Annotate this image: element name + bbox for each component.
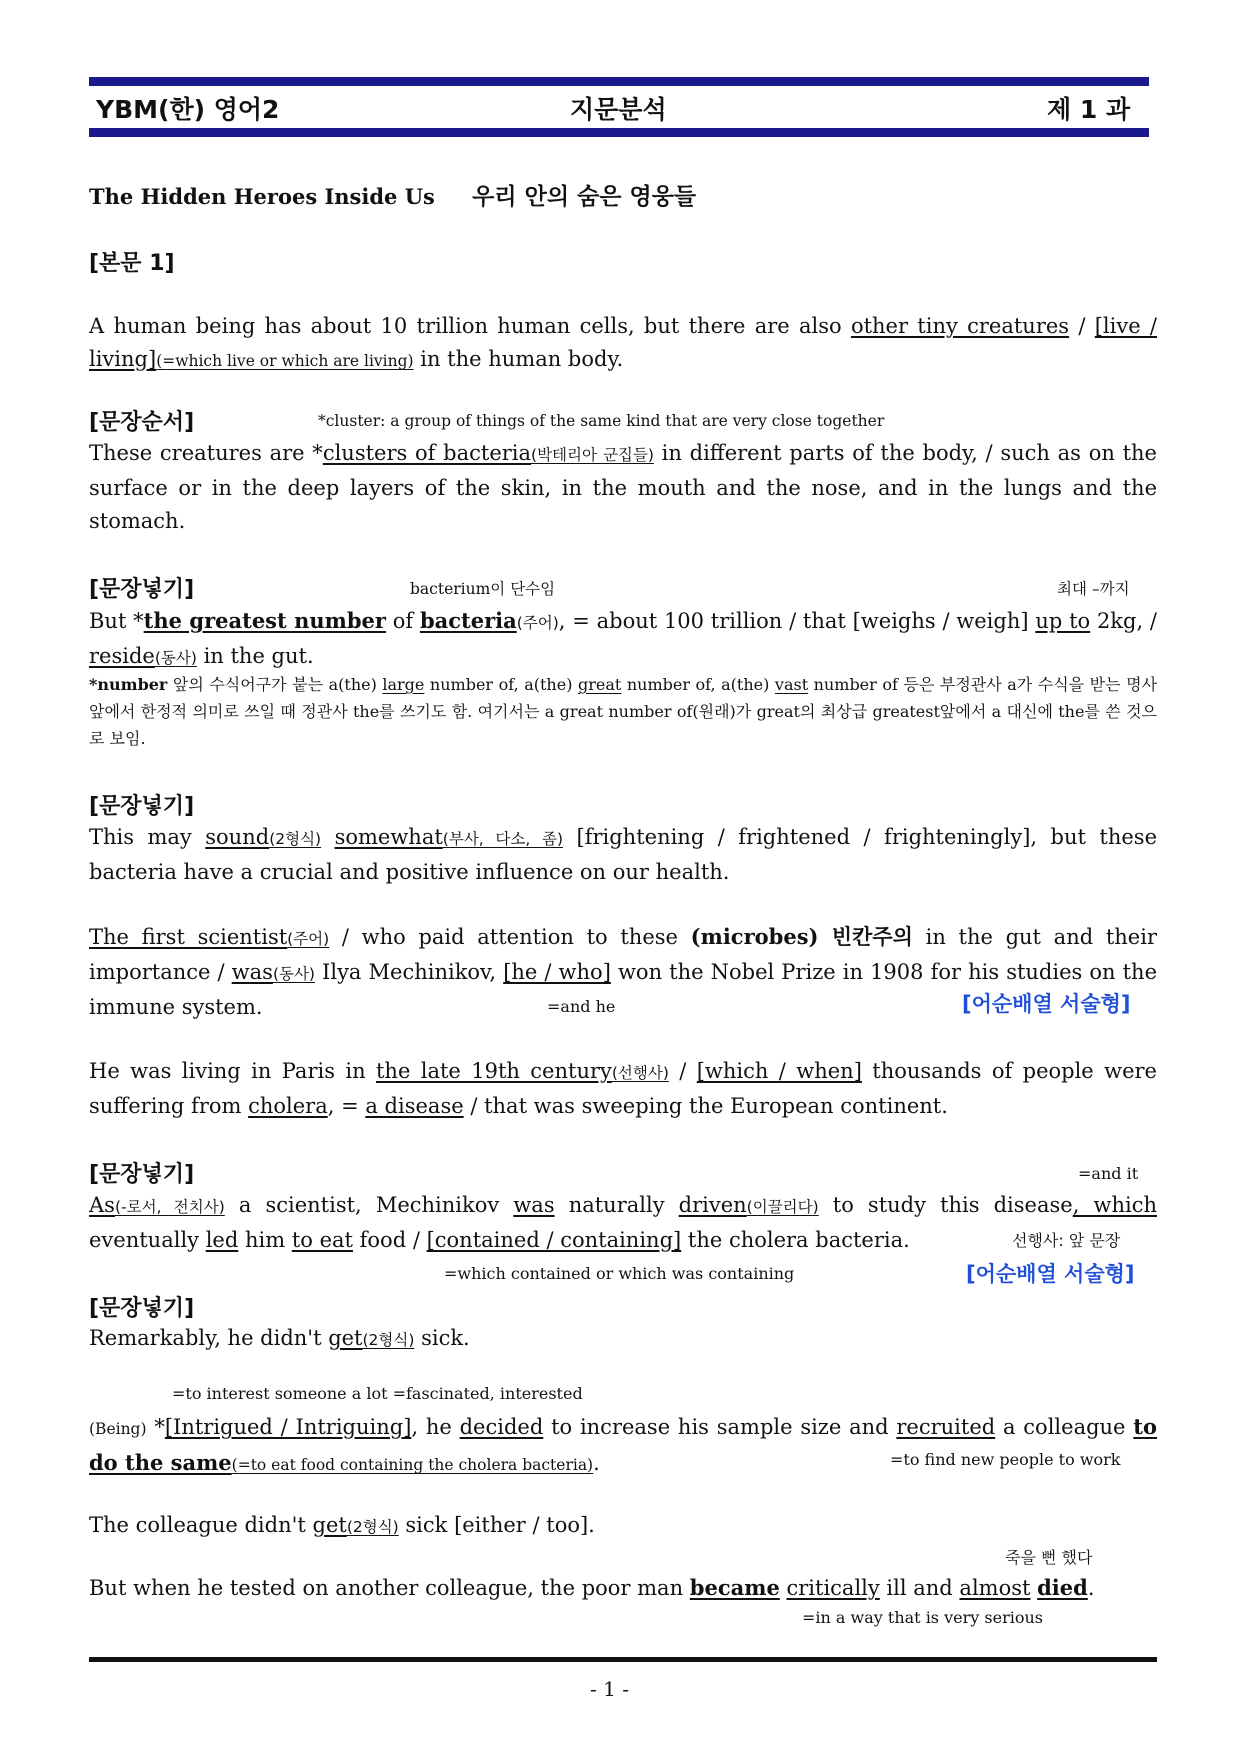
- text: recruited: [896, 1415, 996, 1439]
- text: other tiny creatures: [850, 314, 1070, 338]
- text: won the Nobel Prize in 1908 for his studies on the immune system.: [89, 960, 1158, 1019]
- footer-rule: [89, 1657, 1157, 1662]
- text: in the gut and their importance /: [89, 925, 1157, 984]
- text: (이끌리다): [746, 1198, 819, 1216]
- page-title: [89, 178, 696, 211]
- section-label: [문장넣기]: [89, 794, 195, 819]
- text: sick [either / too].: [398, 1513, 595, 1537]
- text: But when he tested on another colleague, the poor man: [89, 1576, 690, 1600]
- text: was: [513, 1193, 555, 1217]
- text: [live / living]: [89, 314, 1158, 371]
- exam-tag: [어순배열 서술형]: [966, 1262, 1135, 1286]
- text: vast: [774, 675, 809, 694]
- paragraph-7: [89, 1189, 1157, 1257]
- text: somewhat: [334, 825, 443, 849]
- text: to do the same: [89, 1414, 1157, 1475]
- paragraph-10: [89, 1509, 1157, 1544]
- text: bacteria: [419, 608, 517, 633]
- text: great: [577, 675, 622, 694]
- text: *number: [89, 675, 168, 694]
- text: (2형식): [269, 830, 322, 848]
- text: This may: [89, 825, 206, 849]
- text: .: [1087, 1576, 1095, 1600]
- text: (선행사): [611, 1064, 669, 1082]
- text: [he / who]: [503, 960, 611, 984]
- section-label: [문장넣기]: [89, 1162, 195, 1187]
- text: (2형식): [346, 1518, 399, 1536]
- text: in the gut.: [196, 644, 314, 668]
- text: driven: [678, 1193, 747, 1217]
- text: number of 등은 부정관사 a가 수식을 받는 명사 앞에서 한정적 의미로 쓰일 때 정관사 the를 쓰기도 함. 여기서는 a great number of(원래)가 great의 최상급 greatest앞에서 a 대신에 the를 쓴 것으로 보임.: [89, 675, 1158, 748]
- header-top-rule: [89, 77, 1149, 86]
- paragraph-8: [89, 1322, 1157, 1357]
- text: /: [668, 1059, 697, 1083]
- exam-tag: [어순배열 서술형]: [962, 992, 1131, 1016]
- text: Ilya Mechinikov,: [314, 960, 504, 984]
- text: get: [328, 1326, 363, 1350]
- text: critically: [786, 1576, 880, 1600]
- text: As: [89, 1193, 115, 1217]
- title-ko: 우리 안의 숨은 영웅들: [472, 184, 697, 210]
- paragraph-3: [89, 604, 1157, 675]
- text: *: [146, 1415, 165, 1439]
- text: reside: [89, 644, 155, 668]
- text: cholera: [248, 1094, 328, 1118]
- text: almost: [959, 1576, 1031, 1600]
- text: to increase his sample size and: [543, 1415, 897, 1439]
- text: / that was sweeping the European continent.: [463, 1094, 948, 1118]
- text: 앞의 수식어구가 붙는 a(the): [167, 675, 383, 694]
- text: (=to eat food containing the cholera bacteria): [231, 1456, 594, 1474]
- header-right: 제 1 과: [1047, 95, 1131, 124]
- text: He was living in Paris in: [89, 1059, 376, 1083]
- text: [frightening / frightened / frighteningly], but these bacteria have a crucial and positive influence on our health.: [89, 825, 1157, 884]
- header-center: 지문분석: [570, 95, 667, 124]
- text: eventually: [89, 1228, 206, 1252]
- text: in the human body.: [413, 347, 624, 371]
- header-bottom-rule: [89, 128, 1149, 137]
- text: A human being has about 10 trillion human cells, but there are also: [89, 314, 851, 338]
- annotation: 죽을 뻔 했다: [1005, 1548, 1093, 1567]
- section-label: [문장넣기]: [89, 577, 195, 602]
- annotation: bacterium이 단수임: [410, 580, 556, 598]
- annotation: =to interest someone a lot =fascinated, interested: [172, 1384, 583, 1403]
- text: (부사, 다소, 좀): [442, 830, 564, 848]
- text: get: [312, 1513, 347, 1537]
- annotation: =in a way that is very serious: [802, 1608, 1043, 1627]
- text: /: [1069, 314, 1095, 338]
- text: to study this disease: [818, 1193, 1073, 1217]
- paragraph-4: [89, 821, 1157, 889]
- text: (박테리아 군집들): [531, 446, 654, 464]
- text: decided: [459, 1415, 544, 1439]
- header-left: YBM(한) 영어2: [96, 95, 280, 124]
- text: (주어): [516, 614, 559, 632]
- text: The colleague didn't: [89, 1513, 313, 1537]
- text: him: [238, 1228, 292, 1252]
- text: sick.: [414, 1326, 470, 1350]
- text: the cholera bacteria.: [681, 1228, 910, 1252]
- text: sound: [205, 825, 270, 849]
- text: (microbes): [690, 924, 819, 949]
- text: (=which live or which are living): [156, 352, 414, 370]
- text: (-로서, 전치사): [114, 1198, 225, 1216]
- annotation: 선행사: 앞 문장: [1012, 1231, 1121, 1250]
- text: clusters of bacteria: [322, 441, 532, 465]
- text: Remarkably, he didn't: [89, 1326, 329, 1350]
- annotation: 최대 –까지: [1057, 580, 1130, 598]
- annotation: =which contained or which was containing: [444, 1264, 795, 1283]
- text: / who paid attention to these: [329, 925, 691, 949]
- text: (Being): [89, 1420, 147, 1438]
- text: up to: [1035, 609, 1091, 633]
- paragraph-1: [89, 310, 1157, 378]
- text: a scientist, Mechinikov: [224, 1193, 514, 1217]
- paragraph-11: [89, 1571, 1157, 1605]
- text: But *: [89, 609, 144, 633]
- text: These creatures are *: [89, 441, 323, 465]
- text: (동사): [272, 965, 315, 983]
- text: the greatest number: [143, 608, 386, 633]
- text: , he: [411, 1415, 460, 1439]
- annotation: =and he: [547, 997, 616, 1016]
- title-en: The Hidden Heroes Inside Us: [89, 184, 435, 209]
- section-main: [본문 1]: [89, 251, 175, 276]
- text: ill and: [879, 1576, 960, 1600]
- text: large: [382, 675, 425, 694]
- text: [which / when]: [696, 1059, 862, 1083]
- paragraph-9: [89, 1410, 1157, 1482]
- text: became: [689, 1575, 780, 1600]
- text: to eat: [291, 1228, 353, 1252]
- text: [321, 825, 334, 849]
- text: number of, a(the): [424, 675, 578, 694]
- text: .: [593, 1451, 600, 1475]
- text: number of, a(the): [621, 675, 775, 694]
- text: , =: [327, 1094, 366, 1118]
- text: 2kg, /: [1090, 609, 1157, 633]
- text: a disease: [365, 1094, 464, 1118]
- page-number: - 1 -: [590, 1677, 629, 1701]
- text: in different parts of the body, / such as on the surface or in the deep layers of the skin, in the mouth and the nose, and in the lungs and the stomach.: [89, 441, 1157, 533]
- text: led: [205, 1228, 239, 1252]
- grammar-note: [89, 671, 1157, 752]
- paragraph-2: [89, 437, 1157, 538]
- text: thousands of people were suffering from: [89, 1059, 1157, 1118]
- text: of: [385, 609, 420, 633]
- text: [780, 1576, 787, 1600]
- text: (주어): [287, 930, 330, 948]
- text: a colleague: [995, 1415, 1134, 1439]
- section-label: [문장순서]: [89, 410, 195, 435]
- annotation: =and it: [1078, 1164, 1139, 1183]
- text: (2형식): [362, 1331, 415, 1349]
- text: , which: [1072, 1193, 1157, 1217]
- text: naturally: [554, 1193, 679, 1217]
- text: was: [231, 960, 273, 984]
- text: 빈칸주의: [818, 925, 913, 949]
- text: died: [1037, 1575, 1088, 1600]
- text: , = about 100 trillion / that [weighs / weigh]: [558, 609, 1036, 633]
- text: The first scientist: [89, 925, 288, 949]
- text: (동사): [154, 649, 197, 667]
- text: [Intrigued / Intriguing]: [164, 1415, 412, 1439]
- annotation: =to find new people to work: [890, 1450, 1121, 1469]
- section-label: [문장넣기]: [89, 1296, 195, 1321]
- paragraph-6: [89, 1055, 1157, 1123]
- annotation: *cluster: a group of things of the same kind that are very close together: [318, 412, 885, 430]
- text: the late 19th century: [375, 1059, 612, 1083]
- text: food /: [352, 1228, 427, 1252]
- text: [contained / containing]: [426, 1228, 682, 1252]
